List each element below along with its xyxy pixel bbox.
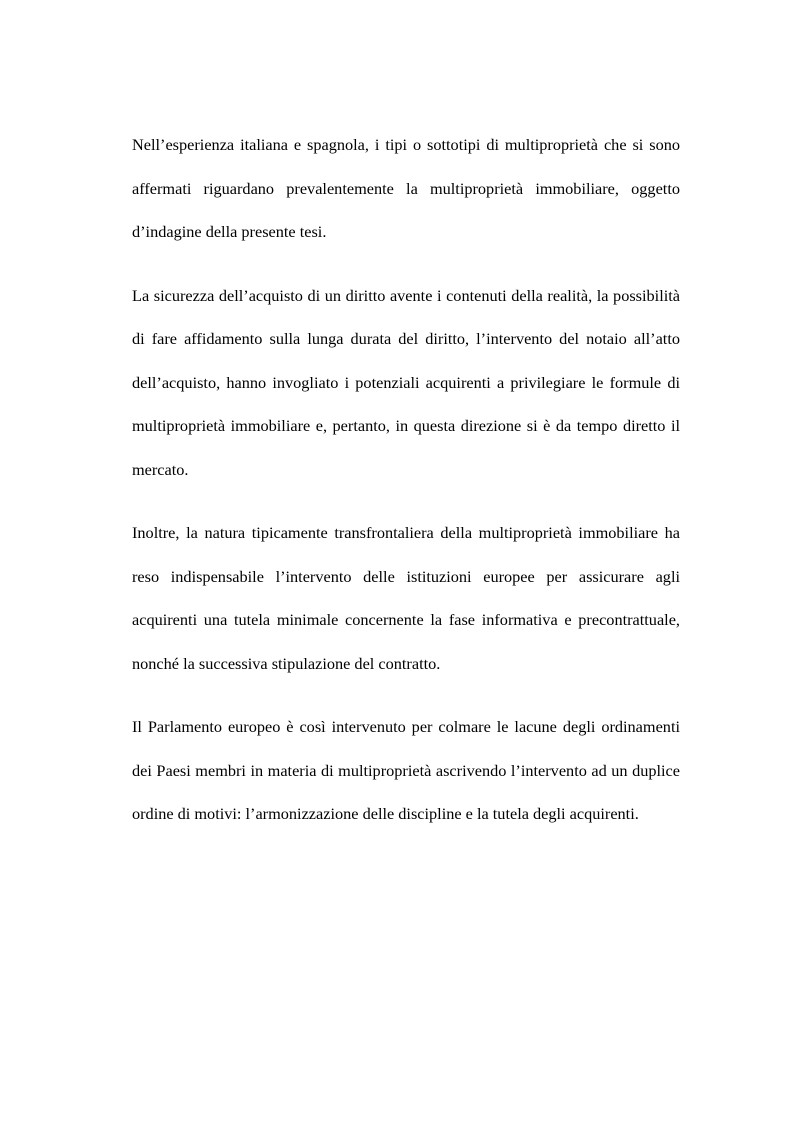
paragraph-3: Inoltre, la natura tipicamente transfrontaliera della multiproprietà immobiliare ha reso indispensabile l’intervento delle istituzioni europee per assicurare agli acquirenti una tutela minimale concernente la fase informativa e precontrattuale, nonché la successiva stipulazione del contratto.: [132, 523, 680, 673]
paragraph-2: La sicurezza dell’acquisto di un diritto avente i contenuti della realità, la possibilità di fare affidamento sulla lunga durata del diritto, l’intervento del notaio all’atto dell’acquisto, hanno invogliato i potenziali acquirenti a privilegiare le formule di multiproprietà immobiliare e, pertanto, in questa direzione si è da tempo diretto il mercato.: [132, 285, 680, 479]
paragraph-4: Il Parlamento europeo è così intervenuto per colmare le lacune degli ordinamenti dei Paesi membri in materia di multiproprietà ascrivendo l’intervento ad un duplice ordine di motivi: l’armonizzazione delle discipline e la tutela degli acquirenti.: [132, 717, 680, 823]
body-text: [132, 123, 680, 836]
paragraph-1: Nell’esperienza italiana e spagnola, i tipi o sottotipi di multiproprietà che si sono affermati riguardano prevalentemente la multiproprietà immobiliare, oggetto d’indagine della presente tesi.: [132, 135, 680, 241]
